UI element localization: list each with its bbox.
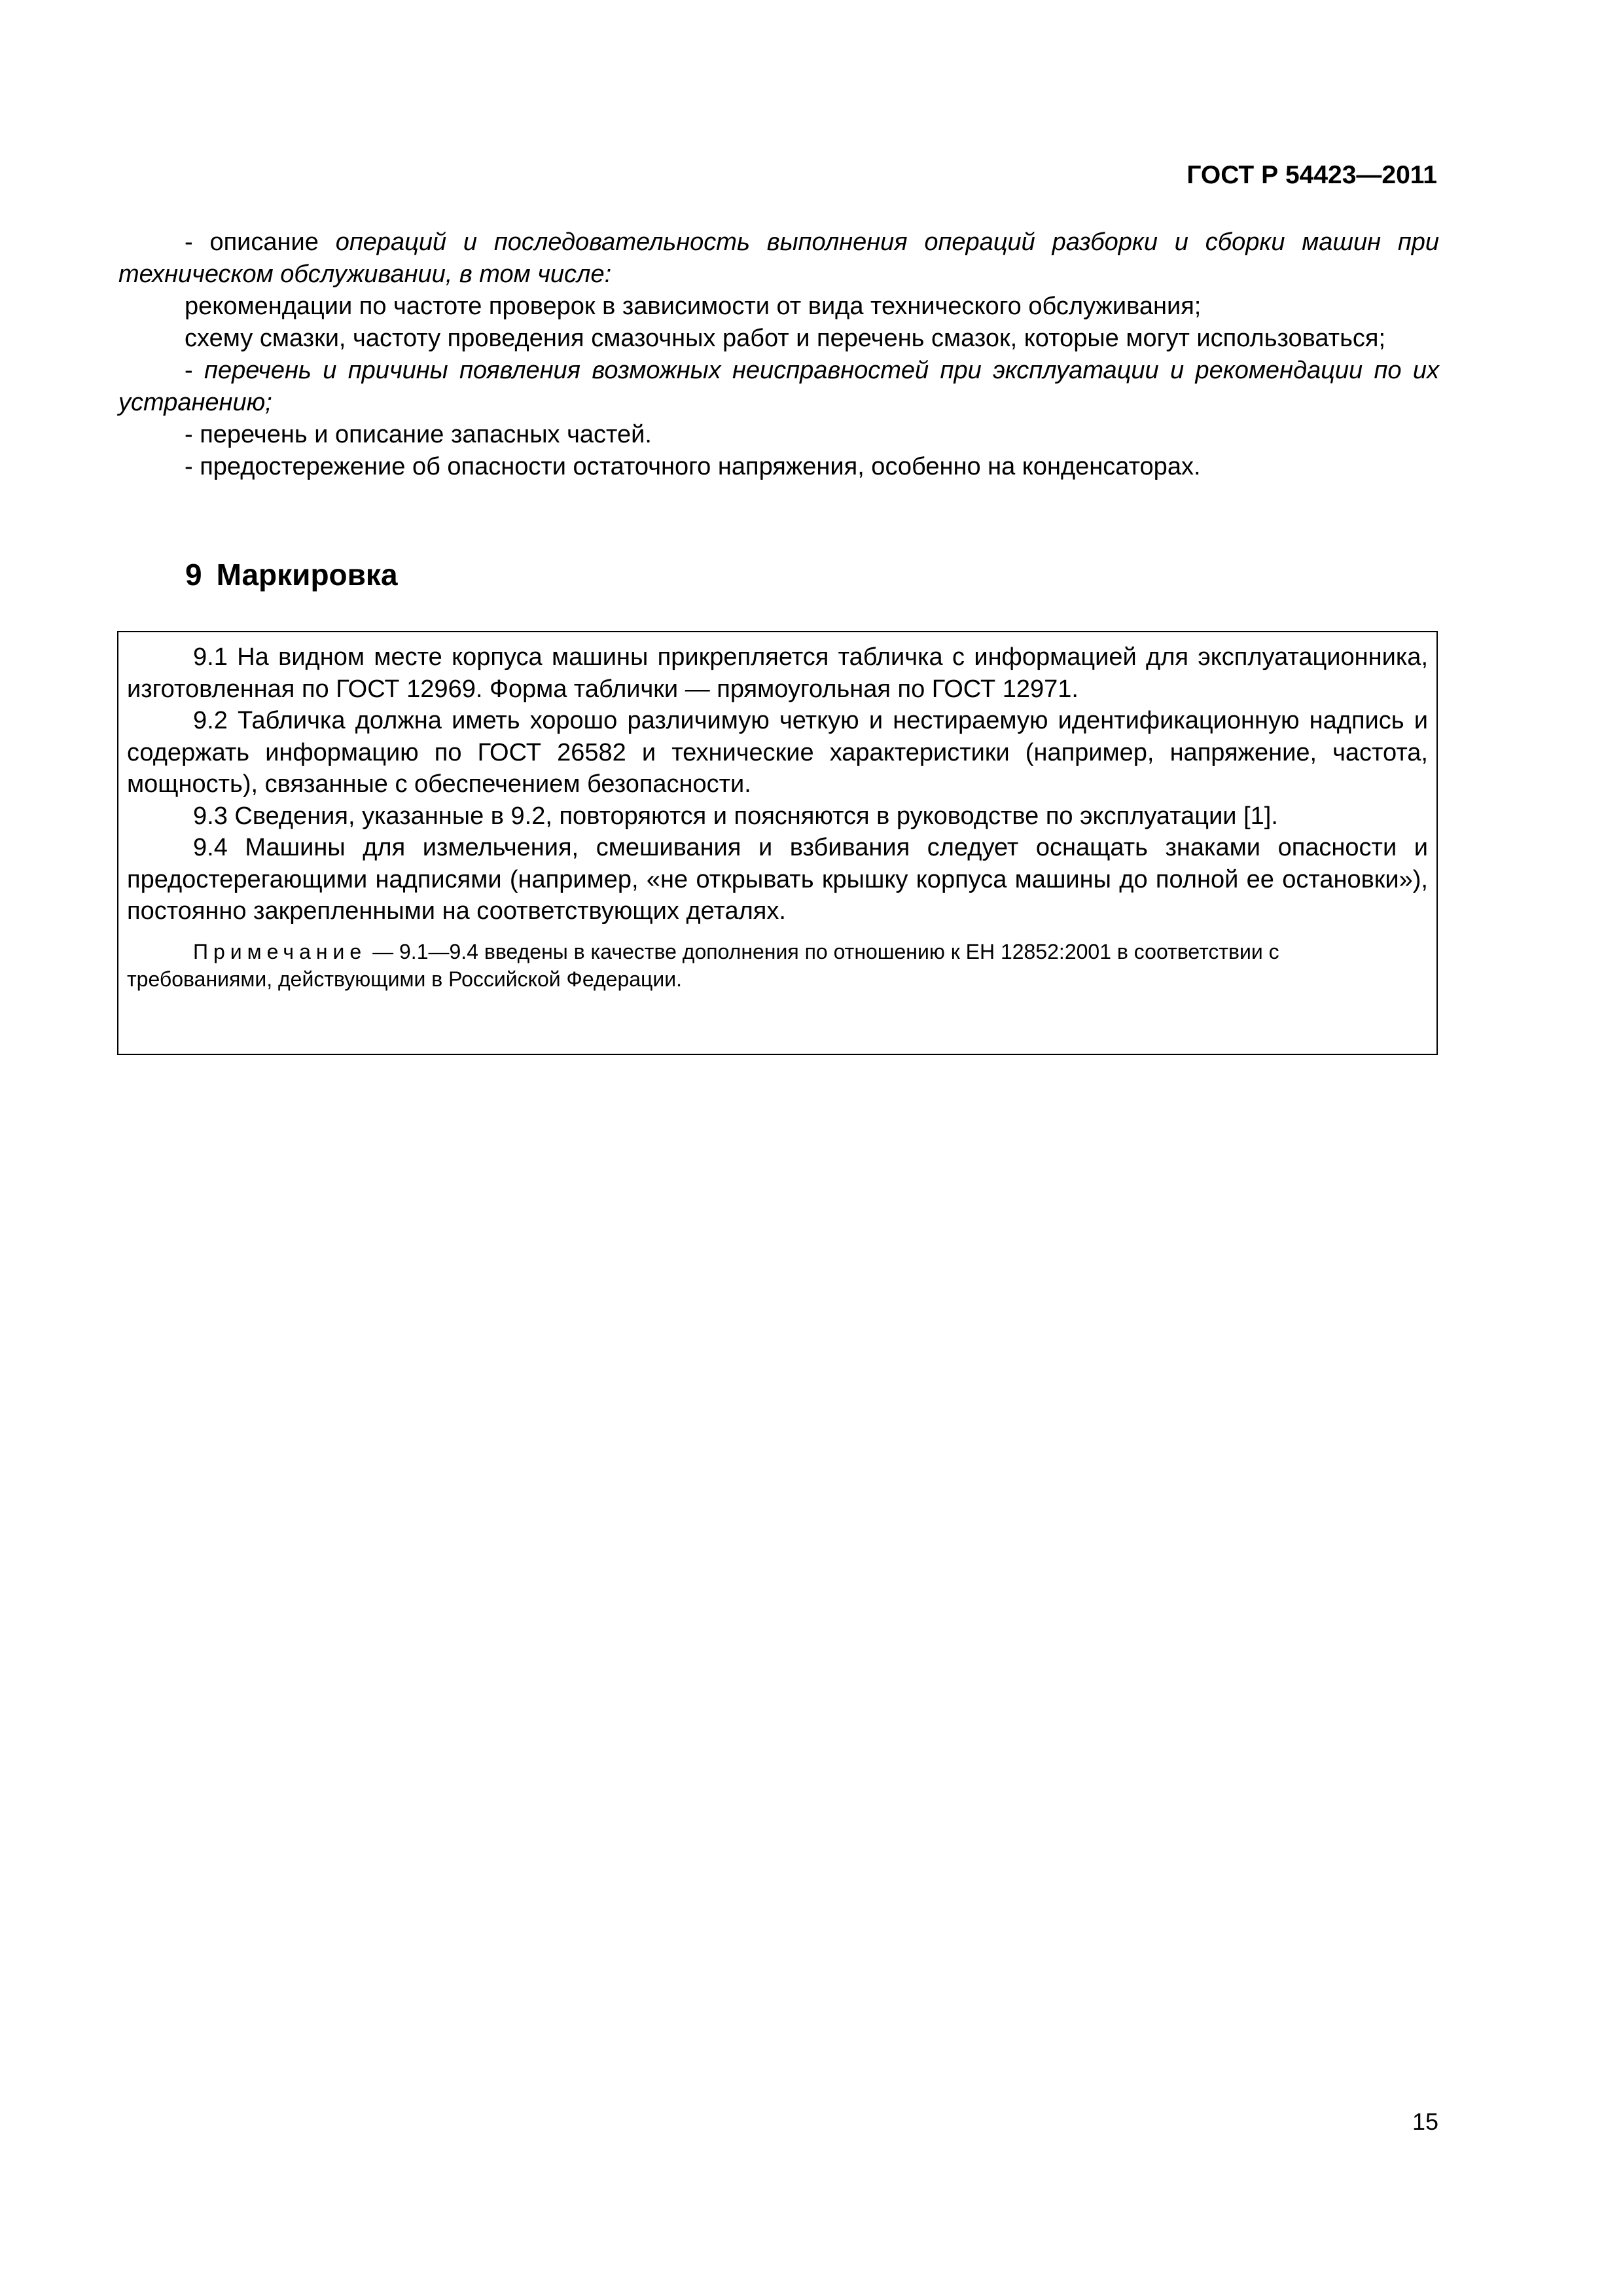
clause: 9.1 На видном месте корпуса машины прикрепляется табличка с информацией для эксплуатационника, изготовленная по ГОСТ 12969. Форма таблички — прямоугольная по ГОСТ 12971.	[127, 643, 1428, 703]
list-item	[118, 355, 1439, 419]
list-item	[118, 451, 1439, 483]
note-text: — 9.1—9.4 введены в качестве дополнения по отношению к ЕН 12852:2001 в соответствии с требованиями, действующими в Российской Федерации.	[127, 939, 1279, 991]
list-item	[118, 419, 1439, 451]
list-item	[118, 323, 1439, 355]
document-code: ГОСТ Р 54423—2011	[1186, 161, 1437, 189]
section-title: Маркировка	[216, 558, 398, 592]
maintenance-instructions-list	[118, 226, 1439, 483]
item-text: - перечень и описание запасных частей.	[185, 421, 652, 448]
item-text: схему смазки, частоту проведения смазочных работ и перечень смазок, которые могут использоваться;	[185, 325, 1386, 352]
item-emphasis: перечень и причины появления возможных неисправностей при эксплуатации и рекомендации по их устранению;	[118, 357, 1440, 416]
note-label: Примечание	[193, 939, 367, 963]
item-text: - предостережение об опасности остаточного напряжения, особенно на конденсаторах.	[185, 453, 1201, 480]
section-number: 9	[185, 558, 202, 592]
framed-clauses-box	[117, 631, 1438, 1055]
list-item	[118, 291, 1439, 323]
page-number: 15	[1412, 2108, 1438, 2135]
clause: 9.4 Машины для измельчения, смешивания и взбивания следует оснащать знаками опасности и предостерегающими надписями (например, «не открывать крышку корпуса машины до полной ее остановки»), постоянно закрепленными на соответствующих деталях.	[127, 834, 1428, 925]
clause: 9.3 Сведения, указанные в 9.2, повторяются и поясняются в руководстве по эксплуатации [1].	[193, 802, 1278, 830]
list-item	[118, 226, 1439, 291]
section-heading	[185, 556, 398, 593]
item-text: -	[185, 357, 205, 384]
note	[127, 938, 1428, 993]
item-text: рекомендации по частоте проверок в зависимости от вида технического обслуживания;	[185, 293, 1202, 320]
item-text: - описание	[185, 228, 336, 256]
item-emphasis: операций и последовательность выполнения операций разборки и сборки машин при техническом обслуживании, в том числе:	[118, 228, 1440, 288]
clause: 9.2 Табличка должна иметь хорошо различимую четкую и нестираемую идентификационную надпись и содержать информацию по ГОСТ 26582 и технические характеристики (например, напряжение, частота, мощность), связанные с обеспечением безопасности.	[127, 707, 1428, 798]
